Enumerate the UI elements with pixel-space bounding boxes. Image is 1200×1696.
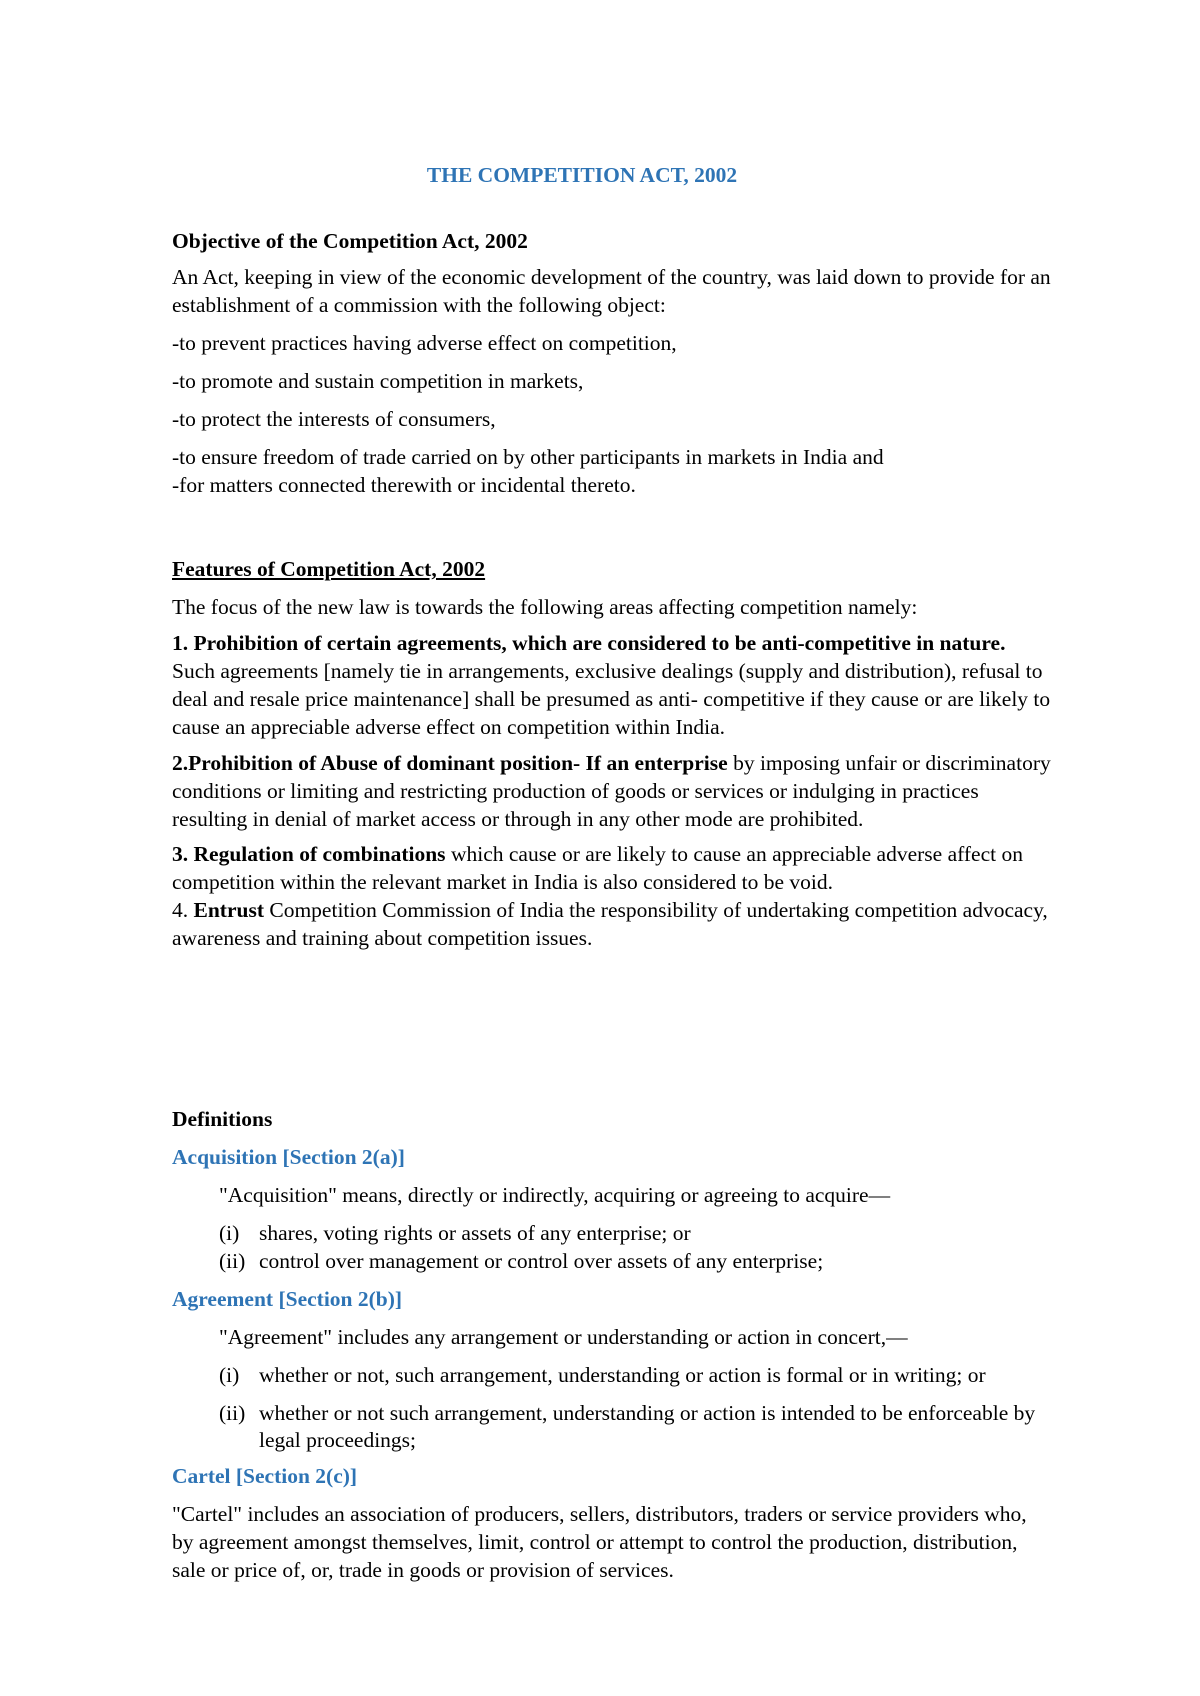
objective-item: -to prevent practices having adverse effect on competition, <box>172 330 677 355</box>
enum-number: (i) <box>219 1220 240 1245</box>
feature-item-4 <box>172 897 1052 953</box>
feature-2-text: by imposing unfair or discriminatory conditions or limiting and restricting production of goods or services or indulging in practices resulting in denial of market access or through in any other mode are prohibited. <box>172 750 1051 831</box>
objective-intro: An Act, keeping in view of the economic development of the country, was laid down to provide for an establishment of a commission with the following object: <box>172 264 1051 317</box>
objective-item: -to protect the interests of consumers, <box>172 406 496 431</box>
definitions-section <box>172 1106 1052 1585</box>
feature-1-bold: 1. Prohibition of certain agreements, which are considered to be anti-competitive in nature. <box>172 630 1006 655</box>
agreement-item-2 <box>172 1400 1052 1456</box>
enum-number: (i) <box>219 1362 240 1387</box>
agreement-heading: Agreement [Section 2(b)] <box>172 1286 403 1311</box>
enum-number: (ii) <box>219 1248 246 1273</box>
acquisition-item-2 <box>172 1248 1052 1276</box>
feature-4-text: Competition Commission of India the responsibility of undertaking competition advocacy, awareness and training about competition issues. <box>172 898 1048 951</box>
enum-text: control over management or control over assets of any enterprise; <box>259 1248 824 1273</box>
objective-item: -to promote and sustain competition in markets, <box>172 368 584 393</box>
features-section <box>172 556 1052 953</box>
feature-item-3 <box>172 841 1052 897</box>
enum-text: shares, voting rights or assets of any enterprise; or <box>259 1220 691 1245</box>
enum-text: whether or not, such arrangement, understanding or action is formal or in writing; or <box>259 1362 986 1387</box>
feature-item-1 <box>172 630 1052 742</box>
features-heading: Features of Competition Act, 2002 <box>172 557 486 581</box>
feature-2-bold: 2.Prohibition of Abuse of dominant position- If an enterprise <box>172 750 728 775</box>
acquisition-item-1 <box>172 1220 1052 1248</box>
feature-3-bold: 3. Regulation of combinations <box>172 842 446 867</box>
feature-4-bold: Entrust <box>193 898 264 923</box>
objective-heading: Objective of the Competition Act, 2002 <box>172 229 528 253</box>
feature-item-2 <box>172 750 1052 834</box>
enum-text: whether or not such arrangement, understanding or action is intended to be enforceable by legal proceedings; <box>259 1400 1036 1453</box>
feature-4-num: 4. <box>172 898 194 923</box>
objective-item: -to ensure freedom of trade carried on by other participants in markets in India and <box>172 444 884 469</box>
definitions-heading: Definitions <box>172 1107 273 1131</box>
objective-item: -for matters connected therewith or incidental thereto. <box>172 472 636 497</box>
enum-number: (ii) <box>219 1400 246 1425</box>
feature-3-text: which cause or are likely to cause an appreciable adverse affect on competition within the relevant market in India is also considered to be void. <box>172 842 1023 895</box>
objective-section <box>172 228 1052 500</box>
document-title: THE COMPETITION ACT, 2002 <box>426 163 738 187</box>
cartel-text: "Cartel" includes an association of producers, sellers, distributors, traders or service providers who, by agreement amongst themselves, limit, control or attempt to control the production, distribution, sale or price of, or, trade in goods or provision of services. <box>172 1502 1027 1583</box>
features-intro: The focus of the new law is towards the following areas affecting competition namely: <box>172 594 918 619</box>
cartel-heading: Cartel [Section 2(c)] <box>172 1464 358 1489</box>
agreement-lead: "Agreement" includes any arrangement or understanding or action in concert,— <box>219 1324 908 1349</box>
agreement-item-1 <box>172 1362 1052 1390</box>
feature-1-text: Such agreements [namely tie in arrangements, exclusive dealings (supply and distribution), refusal to deal and resale price maintenance] shall be presumed as anti- competitive if they cause or are likely to cause an appreciable adverse effect on competition within India. <box>172 658 1051 739</box>
acquisition-heading: Acquisition [Section 2(a)] <box>172 1144 405 1169</box>
acquisition-lead: "Acquisition" means, directly or indirectly, acquiring or agreeing to acquire— <box>219 1182 891 1207</box>
